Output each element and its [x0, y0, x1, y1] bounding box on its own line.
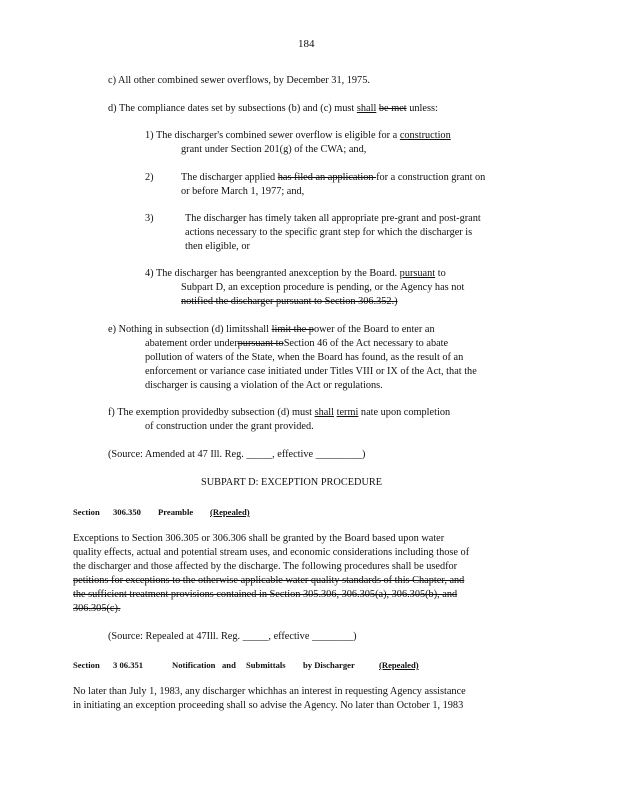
subpart-heading: SUBPART D: EXCEPTION PROCEDURE: [201, 477, 383, 488]
sub-item-2-line-1: [181, 171, 485, 184]
underlined-text: pursuant: [399, 268, 436, 279]
section-title-connector: and: [222, 660, 236, 670]
section-status: (Repealed): [210, 507, 250, 517]
section-number: 3 06.351: [113, 660, 144, 670]
para-350-line-1: Exceptions to Section 306.305 or 306.306 shall be granted by the Board based upon water: [73, 533, 445, 544]
sub-item-4-line-3-deleted: notified the discharger pursuant to Section 306.352.): [181, 296, 398, 307]
sub-item-4-line-1: [145, 267, 446, 280]
sub-item-1-line-1: [145, 129, 451, 142]
section-status: (Repealed): [379, 660, 419, 670]
item-e-line-3: pollution of waters of the State, when the Board has found, as the result of an: [145, 352, 464, 363]
inserted-text: shall: [356, 103, 377, 114]
item-d-tail: unless:: [406, 103, 438, 114]
para-350-line-6-deleted: 306.305(c).: [73, 603, 121, 614]
para-350-line-3: the discharger and those affected by the discharge. The following procedures shall be usedfor: [73, 561, 458, 572]
item-e-tail: ower of the Board to enter an: [313, 324, 435, 335]
sub-item-3-line-1: The discharger has timely taken all appropriate pre-grant and post-grant: [185, 213, 481, 224]
sub-item-4-text: 4) The discharger has beengranted anexception by the Board.: [145, 268, 400, 279]
item-e-line-5: discharger is causing a violation of the Act or regulations.: [145, 380, 383, 391]
section-title-suffix: by Discharger: [303, 660, 355, 670]
sub-item-2-number: 2): [145, 172, 154, 183]
section-title-second: Submittals: [246, 660, 286, 670]
sub-item-2-line-2: or before March 1, 1977; and,: [181, 186, 305, 197]
item-c: c) All other combined sewer overflows, by December 31, 1975.: [108, 75, 370, 86]
sub-item-4-line-2: Subpart D, an exception procedure is pending, or the Agency has not: [181, 282, 465, 293]
sub-item-3-number: 3): [145, 213, 154, 224]
section-label: Section: [73, 507, 100, 517]
item-f-line-2: of construction under the grant provided.: [145, 421, 314, 432]
sub-item-4-tail: to: [435, 268, 446, 279]
section-number: 306.350: [113, 507, 141, 517]
item-f-tail: nate upon completion: [358, 407, 451, 418]
deleted-text: pursuant to: [237, 338, 284, 349]
sub-item-1-line-2: grant under Section 201(g) of the CWA; and,: [181, 144, 367, 155]
section-label: Section: [73, 660, 100, 670]
para-350-line-4-deleted: petitions for exceptions to the otherwise applicable water quality standards of this Chapter, and: [73, 575, 465, 586]
para-350-line-2: quality effects, actual and potential stream uses, and economic considerations including those of: [73, 547, 470, 558]
inserted-text: termi: [336, 407, 359, 418]
para-351-line-1: No later than July 1, 1983, any discharger whichhas an interest in requesting Agency assistance: [73, 686, 466, 697]
item-e-line-2-text: abatement order under: [145, 338, 238, 349]
item-d: [108, 102, 438, 115]
item-f-line-1: [108, 406, 450, 419]
item-e-line-2: [145, 337, 448, 350]
deleted-text: limit the p: [271, 324, 314, 335]
para-350-line-5-deleted: the sufficient treatment provisions contained in Section 305.306, 306.305(a), 306.305(b), and: [73, 589, 458, 600]
section-title: Notification: [172, 660, 216, 670]
item-e-line-4: enforcement or variance case initiated under Titles VIII or IX of the Act, that the: [145, 366, 477, 377]
item-d-text: d) The compliance dates set by subsections (b) and (c) must: [108, 103, 357, 114]
sub-item-2-tail: for a construction grant on: [376, 172, 486, 183]
page-number: 184: [298, 38, 315, 50]
para-351-line-2: in initiating an exception proceeding shall so advise the Agency. No later than October 1, 1983: [73, 700, 464, 711]
sub-item-3-line-3: then eligible, or: [185, 241, 250, 252]
item-e-text: e) Nothing in subsection (d) limitsshall: [108, 324, 272, 335]
deleted-text: has filed an application: [277, 172, 377, 183]
item-e-line-2-tail: Section 46 of the Act necessary to abate: [283, 338, 449, 349]
item-f-text: f) The exemption providedby subsection (d) must: [108, 407, 315, 418]
underlined-text: construction: [399, 130, 451, 141]
item-e-line-1: [108, 323, 435, 336]
source-note-amended: (Source: Amended at 47 Ill. Reg. _____, effective _________): [108, 449, 366, 460]
deleted-text: be met: [378, 103, 407, 114]
source-note-repealed: (Source: Repealed at 47Ill. Reg. _____, effective ________): [108, 631, 357, 642]
sub-item-2-text: The discharger applied: [181, 172, 278, 183]
inserted-text: shall: [314, 407, 335, 418]
sub-item-3-line-2: actions necessary to the specific grant step for which the discharger is: [185, 227, 473, 238]
sub-item-1-text: 1) The discharger's combined sewer overflow is eligible for a: [145, 130, 400, 141]
section-title: Preamble: [158, 507, 194, 517]
